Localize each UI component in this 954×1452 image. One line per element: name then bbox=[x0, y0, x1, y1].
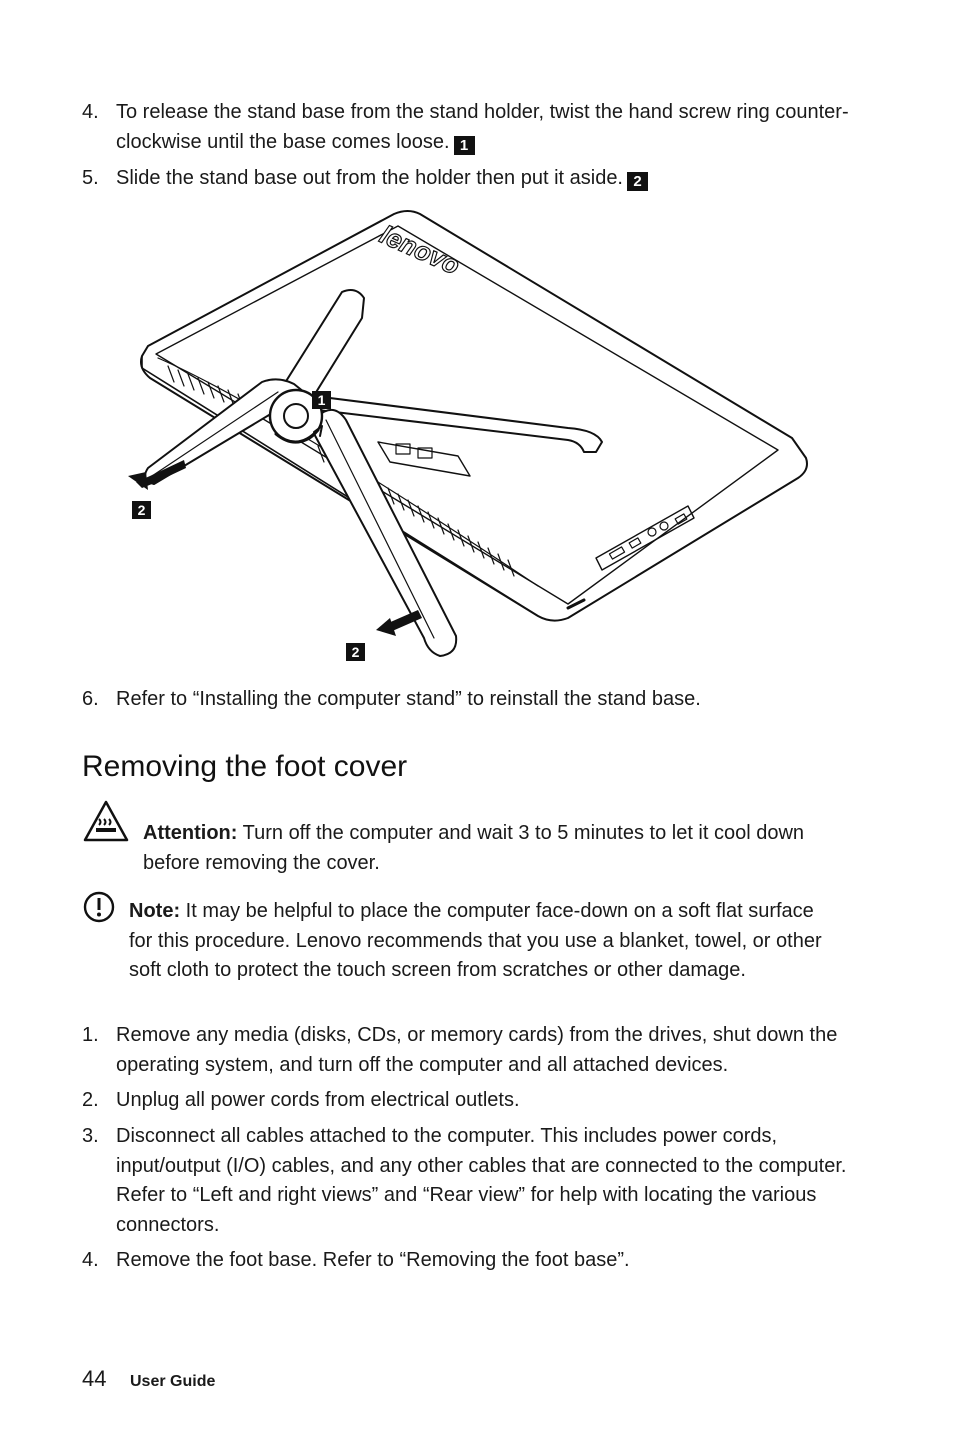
step-number: 3. bbox=[82, 1125, 99, 1147]
computer-back-drawing bbox=[128, 206, 818, 666]
step-number: 2. bbox=[82, 1089, 99, 1111]
figure-callout-1: 1 bbox=[312, 391, 331, 409]
step-1-remove-media bbox=[82, 1021, 862, 1080]
stand-removal-illustration bbox=[128, 206, 818, 666]
step-6-reinstall bbox=[82, 685, 862, 715]
step-number: 5. bbox=[82, 167, 99, 189]
page-number: 44 bbox=[82, 1366, 107, 1391]
step-4-release-base bbox=[82, 98, 862, 157]
step-number: 4. bbox=[82, 1249, 99, 1271]
figure-callout-2-left: 2 bbox=[132, 501, 151, 519]
step-3-disconnect-cables bbox=[82, 1122, 862, 1240]
step-number: 4. bbox=[82, 101, 99, 123]
step-number: 6. bbox=[82, 688, 99, 710]
step-text: Remove the foot base. Refer to “Removing the foot base”. bbox=[116, 1249, 630, 1271]
callout-badge: 1 bbox=[454, 136, 475, 155]
callout-badge: 2 bbox=[627, 172, 648, 191]
attention-notice bbox=[143, 819, 833, 878]
note-label: Note: bbox=[129, 900, 181, 922]
attention-text: Turn off the computer and wait 3 to 5 minutes to let it cool down before removing the cover. bbox=[143, 822, 805, 874]
step-text: Remove any media (disks, CDs, or memory cards) from the drives, shut down the operating system, and turn off the computer and all attached devices. bbox=[116, 1024, 838, 1076]
step-text: Unplug all power cords from electrical outlets. bbox=[116, 1089, 520, 1111]
lenovo-logo: lenovo bbox=[375, 219, 465, 281]
attention-label: Attention: bbox=[143, 822, 238, 844]
note-notice bbox=[129, 897, 839, 986]
step-2-unplug-cords bbox=[82, 1086, 862, 1116]
step-5-slide-base bbox=[82, 164, 862, 194]
step-4-remove-foot-base bbox=[82, 1246, 862, 1276]
section-title: Removing the foot cover bbox=[82, 750, 408, 783]
step-text: To release the stand base from the stand holder, twist the hand screw ring counter-clockwise until the base comes loose. bbox=[116, 101, 849, 153]
hot-surface-warning-icon bbox=[82, 799, 130, 848]
step-text: Refer to “Installing the computer stand” to reinstall the stand base. bbox=[116, 688, 701, 710]
note-text: It may be helpful to place the computer face-down on a soft flat surface for this procedure. Lenovo recommends that you use a blanket, towel, or other soft cloth to protect the touch screen from scratches or other damage. bbox=[129, 900, 822, 981]
footer-title: User Guide bbox=[130, 1373, 216, 1390]
step-text: Slide the stand base out from the holder then put it aside. bbox=[116, 167, 623, 189]
step-text: Disconnect all cables attached to the computer. This includes power cords, input/output (I/O) cables, and any other cables that are connected to the computer. Refer to “Left and right views” and “Rear view” for help with locating the various connectors. bbox=[116, 1125, 847, 1236]
note-exclamation-icon bbox=[83, 891, 115, 928]
step-number: 1. bbox=[82, 1024, 99, 1046]
figure-callout-2-bottom: 2 bbox=[346, 643, 365, 661]
